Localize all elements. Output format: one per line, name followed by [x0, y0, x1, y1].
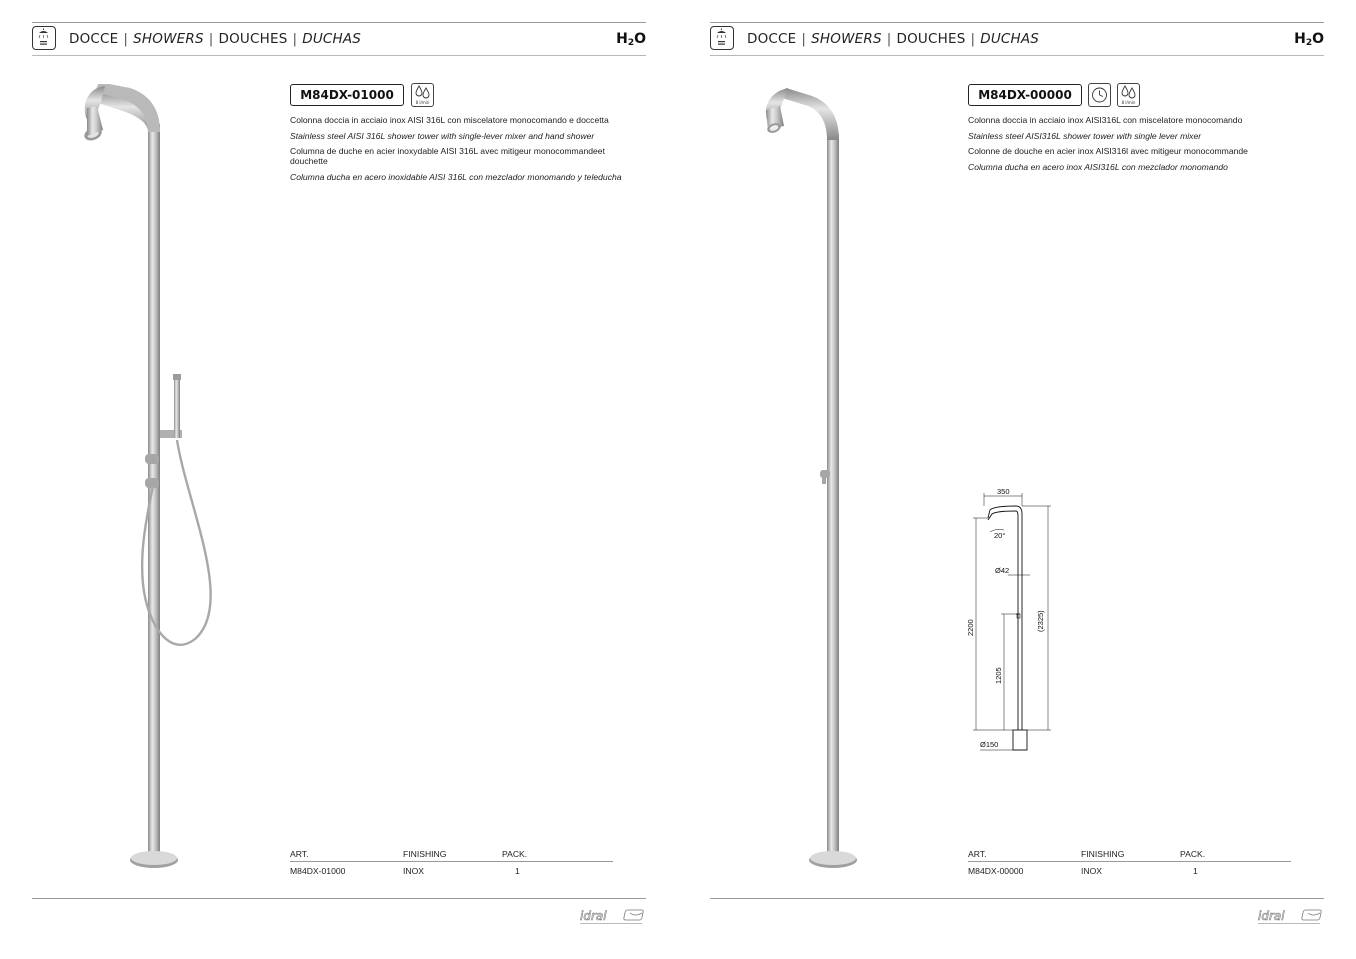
water-flow-8l-icon	[411, 83, 434, 107]
table-cell-pack: 1	[515, 866, 520, 876]
table-cell-pack: 1	[1193, 866, 1198, 876]
idral-logo	[1258, 908, 1324, 926]
idral-logo	[580, 908, 646, 926]
desc-english: Stainless steel AISI316L shower tower with single lever mixer	[968, 130, 1202, 141]
shower-category-icon	[32, 26, 56, 50]
table-header-art: ART.	[290, 849, 309, 859]
dim-angle: 20°	[994, 531, 1006, 540]
table-cell-art: M84DX-01000	[290, 866, 346, 876]
shower-category-icon	[710, 26, 734, 50]
flow-label: 8 l/min	[1121, 100, 1136, 105]
dim-base: Ø150	[980, 740, 999, 749]
dim-diam: Ø42	[995, 566, 1010, 575]
table-cell-art: M84DX-00000	[968, 866, 1024, 876]
dim-top: 350	[997, 487, 1010, 496]
cat-fr: DOUCHES	[218, 31, 288, 47]
table-header-finishing: FINISHING	[1081, 849, 1125, 859]
flow-label: 8 l/min	[415, 100, 430, 105]
cat-fr: DOUCHES	[896, 31, 966, 47]
h2o-mark: $H_2O$	[1294, 31, 1324, 48]
cat-it: DOCCE	[69, 31, 119, 47]
category-header: DOCCE | SHOWERS | DOUCHES | DUCHAS	[69, 31, 362, 47]
footer-rule	[710, 898, 1324, 899]
desc-italian: Colonna doccia in acciaio inox AISI316L con miscelatore monocomando	[968, 115, 1243, 125]
table-header-art: ART.	[968, 849, 987, 859]
technical-drawing	[960, 484, 1060, 754]
desc-spanish: Columna ducha en acero inox AISI316L con mezclador monomando	[968, 161, 1228, 172]
table-rule	[290, 861, 613, 862]
desc-french: Colonne de douche en acier inox AISI316l avec mitigeur monocommande	[968, 146, 1248, 157]
desc-spanish: Columna ducha en acero inoxidable AISI 316L con mezclador monomando y teleducha	[290, 171, 622, 182]
desc-english: Stainless steel AISI 316L shower tower with single-lever mixer and hand shower	[290, 130, 595, 141]
shower-column-image	[758, 84, 868, 874]
header-rule-top	[32, 22, 646, 23]
table-cell-finishing: INOX	[1081, 866, 1103, 876]
cat-en: SHOWERS	[133, 31, 204, 47]
desc-italian: Colonna doccia in acciaio inox AISI 316L con miscelatore monocomando e doccetta	[290, 115, 609, 125]
product-code-box: M84DX-00000	[968, 84, 1082, 106]
table-cell-finishing: INOX	[403, 866, 425, 876]
cat-es: DUCHAS	[980, 31, 1040, 47]
product-description	[968, 115, 1308, 177]
svg-text:idral: idral	[580, 909, 607, 923]
product-code-box: M84DX-01000	[290, 84, 404, 106]
water-flow-8l-icon	[1117, 83, 1140, 107]
catalog-page-right	[678, 0, 1356, 959]
table-header-finishing: FINISHING	[403, 849, 447, 859]
timer-icon	[1088, 83, 1111, 107]
table-rule	[968, 861, 1291, 862]
dim-total: (2325)	[1036, 610, 1045, 632]
desc-french: Columna de duche en acier inoxydable AISI 316L avec mitigeur monocommandeet douchette	[290, 146, 605, 167]
dim-height: 2200	[966, 619, 975, 636]
cat-en: SHOWERS	[811, 31, 882, 47]
cat-es: DUCHAS	[302, 31, 362, 47]
cat-it: DOCCE	[747, 31, 797, 47]
h2o-mark: $H_2O$	[616, 31, 646, 48]
table-header-pack: PACK.	[502, 849, 528, 859]
header-rule-bottom	[32, 55, 646, 56]
dim-mixer: 1205	[994, 667, 1003, 684]
header-rule-top	[710, 22, 1324, 23]
table-header-pack: PACK.	[1180, 849, 1206, 859]
footer-rule	[32, 898, 646, 899]
category-header: DOCCE | SHOWERS | DOUCHES | DUCHAS	[747, 31, 1040, 47]
svg-text:idral: idral	[1258, 909, 1285, 923]
header-rule-bottom	[710, 55, 1324, 56]
product-description	[290, 115, 630, 188]
shower-column-image	[75, 84, 235, 874]
